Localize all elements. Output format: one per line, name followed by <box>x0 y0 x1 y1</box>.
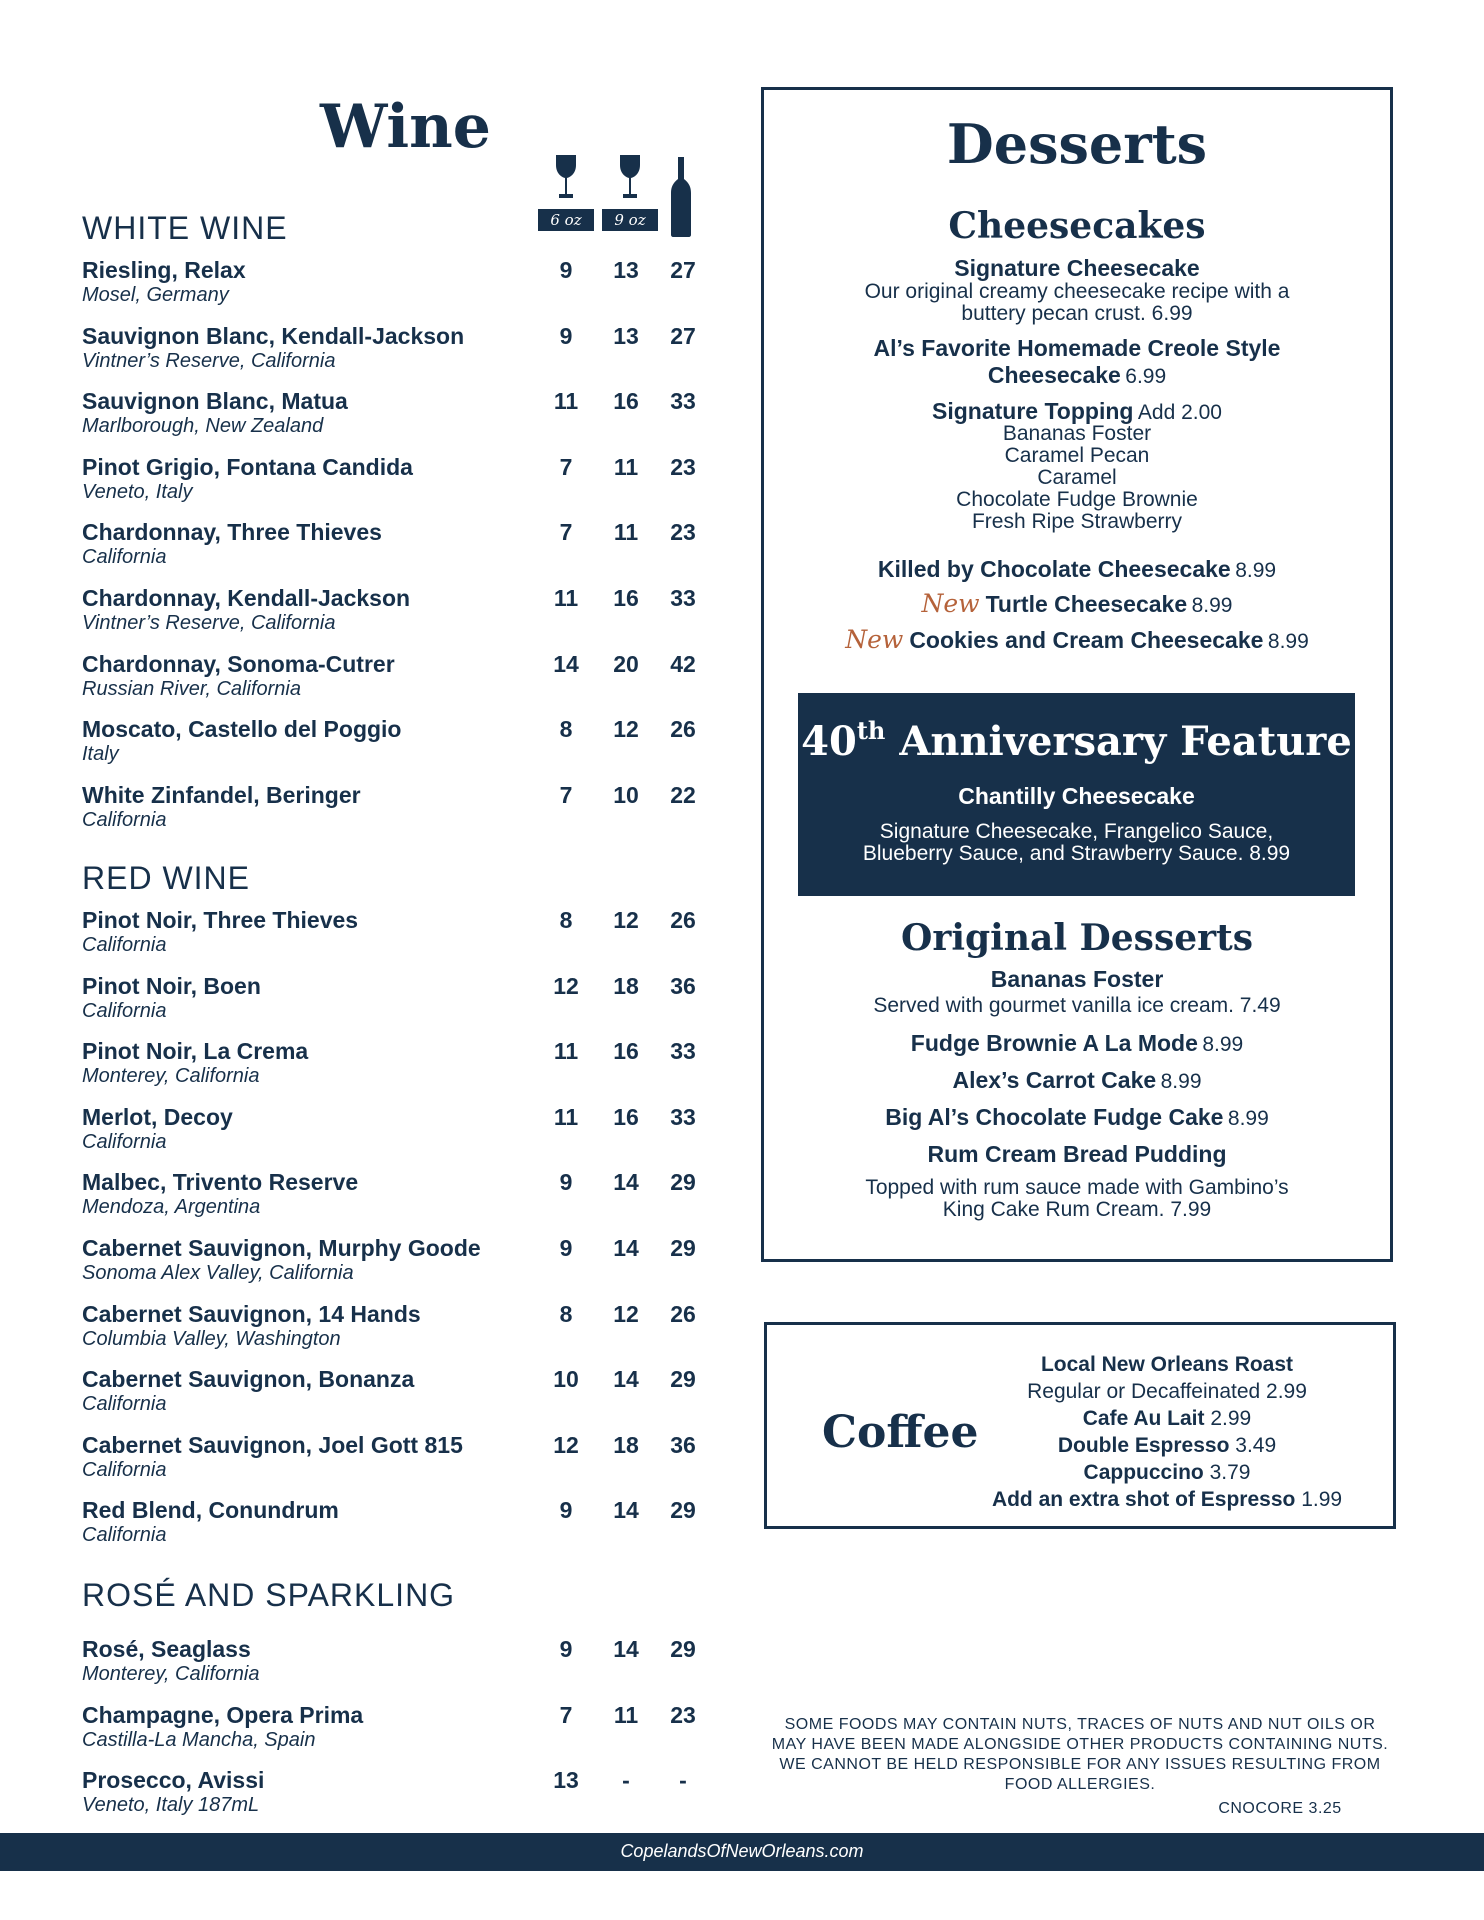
wine-origin: Castilla-La Mancha, Spain <box>82 1729 316 1751</box>
signature-cheesecake-desc-2: buttery pecan crust. 6.99 <box>961 302 1193 325</box>
price-6oz: 13 <box>553 1767 579 1793</box>
price-bottle: 23 <box>670 1702 696 1728</box>
wine-origin: California <box>82 1459 167 1481</box>
signature-topping-line <box>764 398 1390 425</box>
price-9oz: 11 <box>613 1702 639 1728</box>
wine-item <box>82 782 722 842</box>
desserts-panel <box>761 87 1393 1262</box>
wine-item <box>82 1038 722 1098</box>
wine-origin: Vintner’s Reserve, California <box>82 350 336 372</box>
wine-origin: Vintner’s Reserve, California <box>82 612 336 634</box>
wine-item <box>82 1104 722 1164</box>
price-6oz: 14 <box>553 651 579 677</box>
price-6oz: 12 <box>553 1432 579 1458</box>
price-bottle: - <box>679 1767 687 1793</box>
wine-origin: California <box>82 809 167 831</box>
original-desserts-heading: Original Desserts <box>901 917 1253 959</box>
wine-origin: Italy <box>82 743 119 765</box>
wine-origin: Mendoza, Argentina <box>82 1196 261 1218</box>
wine-origin: Columbia Valley, Washington <box>82 1328 341 1350</box>
wine-item <box>82 651 722 711</box>
wine-name: Chardonnay, Kendall-Jackson <box>82 585 411 611</box>
bananas-foster-desc: Served with gourmet vanilla ice cream. 7.49 <box>873 994 1281 1017</box>
wine-name: Pinot Noir, Boen <box>82 973 261 999</box>
roast-desc: Regular or Decaffeinated 2.99 <box>1027 1380 1307 1403</box>
price-bottle: 33 <box>670 388 696 414</box>
wine-name: Prosecco, Avissi <box>82 1767 265 1793</box>
wine-name: Rosé, Seaglass <box>82 1636 251 1662</box>
wine-name: Chardonnay, Three Thieves <box>82 519 382 545</box>
cookies-cream-price: 8.99 <box>1267 630 1309 653</box>
wine-name: Cabernet Sauvignon, 14 Hands <box>82 1301 421 1327</box>
anniversary-title-text: Anniversary Feature <box>899 718 1352 765</box>
topping-option: Fresh Ripe Strawberry <box>971 510 1183 533</box>
wine-bottle-icon <box>670 157 692 237</box>
price-9oz: 20 <box>613 651 639 677</box>
carrot-cake-name: Alex’s Carrot Cake <box>952 1067 1157 1093</box>
price-6oz: 12 <box>553 973 579 999</box>
price-6oz: 11 <box>553 1104 579 1130</box>
wine-item <box>82 585 722 645</box>
wine-item <box>82 1301 722 1361</box>
price-9oz: 14 <box>613 1636 639 1662</box>
price-bottle: 33 <box>670 1038 696 1064</box>
price-9oz: 14 <box>613 1235 639 1261</box>
price-bottle: 33 <box>670 1104 696 1130</box>
wine-name: Cabernet Sauvignon, Joel Gott 815 <box>82 1432 463 1458</box>
bananas-foster-name: Bananas Foster <box>990 966 1164 992</box>
wine-item <box>82 907 722 967</box>
wine-item <box>82 1235 722 1295</box>
price-9oz: 14 <box>613 1497 639 1523</box>
wine-item <box>82 454 722 514</box>
price-bottle: 29 <box>670 1169 696 1195</box>
price-9oz: - <box>622 1767 630 1793</box>
wine-origin: Marlborough, New Zealand <box>82 415 324 437</box>
turtle-cheesecake-name: Turtle Cheesecake <box>985 591 1188 617</box>
price-9oz: 11 <box>613 519 639 545</box>
rum-bread-pudding-desc-2: King Cake Rum Cream. 7.99 <box>942 1198 1212 1221</box>
wine-section-heading: RED WINE <box>82 860 250 896</box>
price-bottle: 29 <box>670 1366 696 1392</box>
price-9oz: 13 <box>613 323 639 349</box>
allergy-line: FOOD ALLERGIES. <box>1004 1776 1156 1793</box>
price-9oz: 16 <box>613 585 639 611</box>
signature-cheesecake-name: Signature Cheesecake <box>954 255 1200 281</box>
cappuccino-line <box>967 1461 1367 1485</box>
price-9oz: 14 <box>613 1366 639 1392</box>
price-bottle: 33 <box>670 585 696 611</box>
wine-origin: Veneto, Italy 187mL <box>82 1794 260 1816</box>
price-bottle: 22 <box>670 782 696 808</box>
price-9oz: 16 <box>613 388 639 414</box>
cappuccino-name: Cappuccino <box>1083 1461 1204 1484</box>
wine-origin: Sonoma Alex Valley, California <box>82 1262 354 1284</box>
cheesecakes-heading: Cheesecakes <box>948 205 1206 247</box>
rum-bread-pudding-name: Rum Cream Bread Pudding <box>927 1141 1227 1167</box>
price-bottle: 26 <box>670 1301 696 1327</box>
fudge-brownie-price: 8.99 <box>1202 1033 1244 1056</box>
topping-option: Chocolate Fudge Brownie <box>956 488 1198 511</box>
wine-name: Cabernet Sauvignon, Bonanza <box>82 1366 415 1392</box>
price-bottle: 36 <box>670 1432 696 1458</box>
menu-code: CNOCORE 3.25 <box>1218 1800 1342 1817</box>
topping-option: Caramel <box>1037 466 1117 489</box>
cafe-au-lait-name: Cafe Au Lait <box>1082 1407 1205 1430</box>
price-6oz: 8 <box>559 716 573 742</box>
coffee-panel <box>764 1322 1396 1529</box>
wine-origin: California <box>82 546 167 568</box>
price-9oz: 12 <box>613 716 639 742</box>
wine-name: Malbec, Trivento Reserve <box>82 1169 359 1195</box>
price-6oz: 9 <box>559 1497 573 1523</box>
wine-glass-icon <box>618 155 642 201</box>
wine-title: Wine <box>320 92 491 162</box>
wine-name: Chardonnay, Sonoma-Cutrer <box>82 651 395 677</box>
price-bottle: 42 <box>670 651 696 677</box>
carrot-cake-price: 8.99 <box>1160 1070 1202 1093</box>
wine-name: Sauvignon Blanc, Kendall-Jackson <box>82 323 465 349</box>
cafe-au-lait-line <box>967 1407 1367 1431</box>
wine-item <box>82 388 722 448</box>
price-bottle: 27 <box>670 323 696 349</box>
rum-bread-pudding-desc-1: Topped with rum sauce made with Gambino’s <box>865 1176 1289 1199</box>
wine-item <box>82 716 722 776</box>
cappuccino-price: 3.79 <box>1209 1461 1251 1484</box>
wine-item <box>82 1366 722 1426</box>
chantilly-cheesecake-name: Chantilly Cheesecake <box>958 783 1195 809</box>
fudge-brownie-name: Fudge Brownie A La Mode <box>910 1030 1198 1056</box>
topping-option: Caramel Pecan <box>1004 444 1150 467</box>
cafe-au-lait-price: 2.99 <box>1210 1407 1252 1430</box>
killed-by-chocolate-line <box>764 556 1390 583</box>
wine-item <box>82 973 722 1033</box>
wine-item <box>82 323 722 383</box>
turtle-cheesecake-line <box>764 589 1390 618</box>
wine-item <box>82 1636 722 1696</box>
killed-by-chocolate-price: 8.99 <box>1235 559 1277 582</box>
wine-item <box>82 1767 722 1827</box>
coffee-title: Coffee <box>822 1407 979 1458</box>
wine-item <box>82 519 722 579</box>
allergy-line: MAY HAVE BEEN MADE ALONGSIDE OTHER PRODUCTS CONTAINING NUTS. <box>771 1736 1389 1753</box>
carrot-cake-line <box>764 1067 1390 1094</box>
wine-name: Sauvignon Blanc, Matua <box>82 388 348 414</box>
extra-shot-price: 1.99 <box>1301 1488 1343 1511</box>
double-espresso-line <box>967 1434 1367 1458</box>
price-6oz: 11 <box>553 388 579 414</box>
price-9oz: 13 <box>613 257 639 283</box>
price-9oz: 16 <box>613 1038 639 1064</box>
price-9oz: 18 <box>613 973 639 999</box>
extra-shot-line <box>967 1488 1367 1512</box>
price-bottle: 26 <box>670 716 696 742</box>
signature-topping-price: Add 2.00 <box>1137 401 1222 424</box>
wine-origin: Veneto, Italy <box>82 481 193 503</box>
anniversary-feature-title <box>798 718 1355 765</box>
price-6oz: 8 <box>559 907 573 933</box>
big-al-cake-price: 8.99 <box>1227 1107 1269 1130</box>
cookies-cream-line <box>764 625 1390 654</box>
price-bottle: 23 <box>670 519 696 545</box>
wine-name: Red Blend, Conundrum <box>82 1497 339 1523</box>
wine-section-heading: WHITE WINE <box>82 210 288 246</box>
price-9oz: 10 <box>613 782 639 808</box>
signature-cheesecake-desc-1: Our original creamy cheesecake recipe with a <box>864 280 1290 303</box>
price-6oz: 9 <box>559 1636 573 1662</box>
wine-origin: California <box>82 1000 167 1022</box>
price-6oz: 7 <box>559 519 573 545</box>
price-6oz: 9 <box>559 1235 573 1261</box>
price-6oz: 11 <box>553 585 579 611</box>
wine-item <box>82 1432 722 1492</box>
wine-item <box>82 257 722 317</box>
wine-origin: California <box>82 1131 167 1153</box>
new-badge: New <box>921 589 980 618</box>
creole-cheesecake-name-2: Cheesecake <box>987 362 1121 388</box>
big-al-cake-name: Big Al’s Chocolate Fudge Cake <box>885 1104 1224 1130</box>
price-6oz: 7 <box>559 782 573 808</box>
wine-item <box>82 1702 722 1762</box>
price-bottle: 29 <box>670 1497 696 1523</box>
footer-bar <box>0 1833 1484 1871</box>
wine-name: Pinot Grigio, Fontana Candida <box>82 454 413 480</box>
wine-origin: Monterey, California <box>82 1065 260 1087</box>
price-6oz: 9 <box>559 257 573 283</box>
website-link[interactable]: CopelandsOfNewOrleans.com <box>620 1841 864 1861</box>
wine-origin: California <box>82 934 167 956</box>
price-9oz: 14 <box>613 1169 639 1195</box>
chantilly-desc-1: Signature Cheesecake, Frangelico Sauce, <box>879 820 1274 843</box>
new-badge: New <box>845 625 904 654</box>
double-espresso-price: 3.49 <box>1235 1434 1277 1457</box>
wine-name: Merlot, Decoy <box>82 1104 233 1130</box>
price-6oz: 9 <box>559 323 573 349</box>
cookies-cream-name: Cookies and Cream Cheesecake <box>909 627 1264 653</box>
price-9oz: 12 <box>613 1301 639 1327</box>
wine-name: Riesling, Relax <box>82 257 246 283</box>
price-bottle: 36 <box>670 973 696 999</box>
wine-item <box>82 1497 722 1557</box>
chantilly-desc-2: Blueberry Sauce, and Strawberry Sauce. 8.99 <box>862 842 1291 865</box>
creole-cheesecake-name-1: Al’s Favorite Homemade Creole Style <box>873 335 1281 361</box>
signature-topping-name: Signature Topping <box>932 398 1134 424</box>
topping-option: Bananas Foster <box>1002 422 1152 445</box>
anniversary-feature-panel <box>798 693 1355 896</box>
extra-shot-name: Add an extra shot of Espresso <box>991 1488 1296 1511</box>
allergy-line: WE CANNOT BE HELD RESPONSIBLE FOR ANY ISSUES RESULTING FROM <box>779 1756 1381 1773</box>
price-bottle: 27 <box>670 257 696 283</box>
double-espresso-name: Double Espresso <box>1057 1434 1230 1457</box>
allergy-notice <box>764 1715 1396 1795</box>
creole-cheesecake-price: 6.99 <box>1125 365 1167 388</box>
wine-origin: Mosel, Germany <box>82 284 229 306</box>
fudge-brownie-line <box>764 1030 1390 1057</box>
size-tag-6oz: 6 oz <box>538 209 594 231</box>
wine-name: Cabernet Sauvignon, Murphy Goode <box>82 1235 481 1261</box>
price-9oz: 11 <box>613 454 639 480</box>
price-9oz: 12 <box>613 907 639 933</box>
price-bottle: 29 <box>670 1636 696 1662</box>
price-bottle: 29 <box>670 1235 696 1261</box>
wine-origin: Monterey, California <box>82 1663 260 1685</box>
roast-name: Local New Orleans Roast <box>1040 1353 1294 1376</box>
anniversary-number: 40 <box>801 718 857 765</box>
size-tag-9oz: 9 oz <box>602 209 658 231</box>
wine-origin: California <box>82 1524 167 1546</box>
price-9oz: 16 <box>613 1104 639 1130</box>
wine-name: Pinot Noir, La Crema <box>82 1038 309 1064</box>
price-bottle: 23 <box>670 454 696 480</box>
anniversary-suffix: th <box>856 716 886 745</box>
wine-section-heading: ROSÉ AND SPARKLING <box>82 1577 456 1613</box>
turtle-cheesecake-price: 8.99 <box>1191 594 1233 617</box>
price-6oz: 7 <box>559 1702 573 1728</box>
desserts-title: Desserts <box>946 112 1208 176</box>
price-6oz: 9 <box>559 1169 573 1195</box>
wine-name: Pinot Noir, Three Thieves <box>82 907 359 933</box>
killed-by-chocolate-name: Killed by Chocolate Cheesecake <box>877 556 1231 582</box>
price-6oz: 8 <box>559 1301 573 1327</box>
price-6oz: 7 <box>559 454 573 480</box>
wine-origin: California <box>82 1393 167 1415</box>
wine-name: Champagne, Opera Prima <box>82 1702 364 1728</box>
price-6oz: 11 <box>553 1038 579 1064</box>
price-9oz: 18 <box>613 1432 639 1458</box>
creole-cheesecake-line-2 <box>764 362 1390 389</box>
price-bottle: 26 <box>670 907 696 933</box>
wine-name: White Zinfandel, Beringer <box>82 782 361 808</box>
wine-item <box>82 1169 722 1229</box>
allergy-line: SOME FOODS MAY CONTAIN NUTS, TRACES OF NUTS AND NUT OILS OR <box>784 1716 1376 1733</box>
wine-glass-icon <box>554 155 578 201</box>
price-6oz: 10 <box>553 1366 579 1392</box>
big-al-cake-line <box>764 1104 1390 1131</box>
wine-origin: Russian River, California <box>82 678 301 700</box>
wine-name: Moscato, Castello del Poggio <box>82 716 402 742</box>
